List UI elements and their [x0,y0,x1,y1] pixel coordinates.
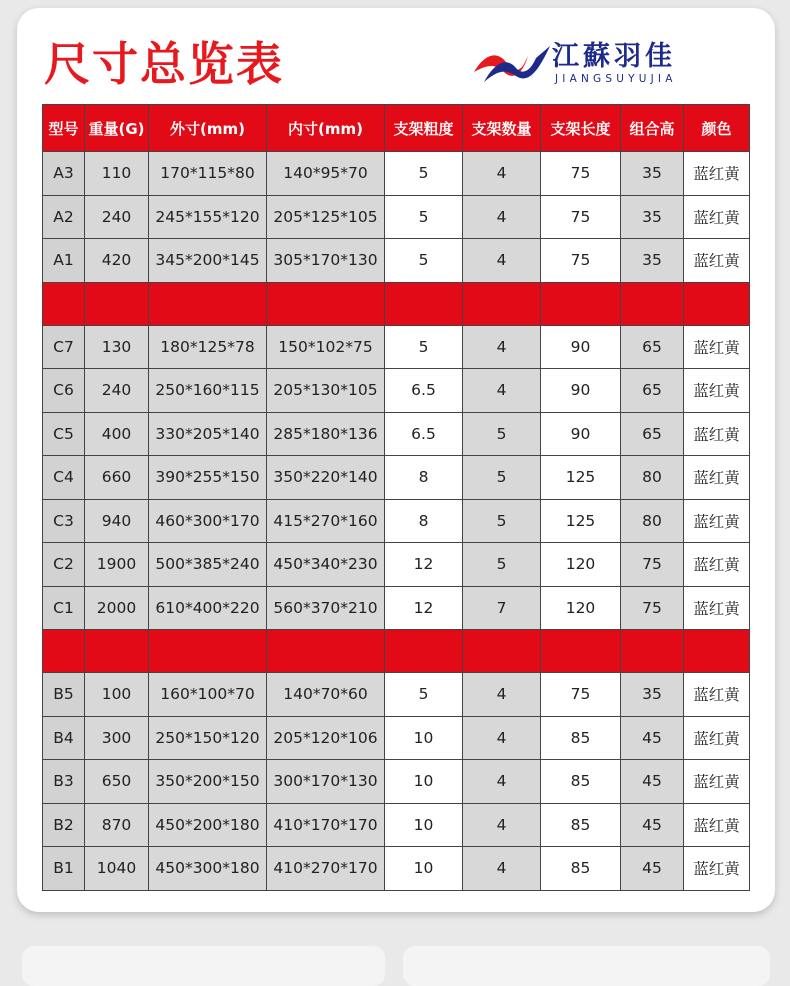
table-cell: 65 [621,325,684,369]
table-cell: 415*270*160 [267,499,385,543]
table-cell: 330*205*140 [149,412,267,456]
table-cell: 90 [541,325,621,369]
table-cell: 85 [541,760,621,804]
table-cell: 45 [621,760,684,804]
table-cell: 5 [385,239,463,283]
table-cell: 100 [85,673,149,717]
table-row [43,325,750,369]
table-cell: 4 [463,325,541,369]
table-cell: 240 [85,369,149,413]
table-cell: 蓝红黄 [684,586,750,630]
table-cell: 蓝红黄 [684,760,750,804]
bottom-card-left [22,946,385,986]
table-cell: 75 [621,586,684,630]
separator-cell [267,630,385,673]
table-cell: 75 [541,195,621,239]
table-cell: 蓝红黄 [684,456,750,500]
table-cell: 400 [85,412,149,456]
model-cell: C4 [43,456,85,500]
table-cell: 10 [385,803,463,847]
table-cell: 5 [385,195,463,239]
table-cell: 4 [463,369,541,413]
table-cell: 345*200*145 [149,239,267,283]
table-cell: 80 [621,499,684,543]
table-cell: 120 [541,543,621,587]
table-cell: 870 [85,803,149,847]
column-header: 重量(G) [85,105,149,152]
table-cell: 35 [621,673,684,717]
brand-logo [472,42,732,86]
table-cell: 35 [621,152,684,196]
table-cell: 410*170*170 [267,803,385,847]
column-header: 外寸(mm) [149,105,267,152]
model-cell: C7 [43,325,85,369]
table-cell: 300 [85,716,149,760]
separator-cell [684,282,750,325]
separator-cell [385,630,463,673]
table-cell: 250*160*115 [149,369,267,413]
table-cell: 35 [621,195,684,239]
table-cell: 8 [385,456,463,500]
table-cell: 6.5 [385,369,463,413]
column-header: 内寸(mm) [267,105,385,152]
model-cell: B2 [43,803,85,847]
model-cell: B5 [43,673,85,717]
model-cell: C1 [43,586,85,630]
table-cell: 4 [463,760,541,804]
table-cell: 610*400*220 [149,586,267,630]
table-cell: 12 [385,586,463,630]
table-cell: 560*370*210 [267,586,385,630]
table-cell: 205*130*105 [267,369,385,413]
table-cell: 4 [463,803,541,847]
model-cell: C2 [43,543,85,587]
table-cell: 蓝红黄 [684,803,750,847]
table-cell: 蓝红黄 [684,847,750,891]
table-cell: 90 [541,412,621,456]
table-cell: 12 [385,543,463,587]
table-cell: 蓝红黄 [684,325,750,369]
size-table [42,104,750,891]
table-cell: 450*200*180 [149,803,267,847]
table-row [43,673,750,717]
separator-cell [85,282,149,325]
separator-cell [621,630,684,673]
column-header: 型号 [43,105,85,152]
separator-cell [463,630,541,673]
table-row [43,586,750,630]
table-cell: 蓝红黄 [684,716,750,760]
table-cell: 7 [463,586,541,630]
table-cell: 10 [385,716,463,760]
table-row [43,716,750,760]
table-cell: 125 [541,456,621,500]
separator-cell [85,630,149,673]
brand-name-en: JIANGSUYUJIA [555,73,677,85]
table-cell: 4 [463,152,541,196]
separator-cell [149,630,267,673]
table-cell: 180*125*78 [149,325,267,369]
table-cell: 85 [541,847,621,891]
table-cell: 2000 [85,586,149,630]
table-cell: 305*170*130 [267,239,385,283]
table-cell: 10 [385,760,463,804]
table-cell: 5 [463,412,541,456]
bottom-card-right [403,946,770,986]
table-cell: 150*102*75 [267,325,385,369]
table-cell: 650 [85,760,149,804]
model-cell: B4 [43,716,85,760]
model-cell: C3 [43,499,85,543]
table-cell: 蓝红黄 [684,499,750,543]
table-row [43,543,750,587]
table-cell: 5 [463,456,541,500]
column-header: 支架粗度 [385,105,463,152]
table-row [43,456,750,500]
table-cell: 125 [541,499,621,543]
table-cell: 10 [385,847,463,891]
table-cell: 蓝红黄 [684,239,750,283]
table-cell: 170*115*80 [149,152,267,196]
table-cell: 240 [85,195,149,239]
table-cell: 45 [621,847,684,891]
table-cell: 1040 [85,847,149,891]
model-cell: C6 [43,369,85,413]
model-cell: C5 [43,412,85,456]
table-row [43,152,750,196]
table-cell: 蓝红黄 [684,673,750,717]
table-cell: 35 [621,239,684,283]
table-row [43,499,750,543]
table-cell: 蓝红黄 [684,195,750,239]
table-cell: 蓝红黄 [684,152,750,196]
table-body [43,152,750,891]
table-header-row [43,105,750,152]
table-row [43,803,750,847]
table-cell: 85 [541,803,621,847]
table-cell: 300*170*130 [267,760,385,804]
table-cell: 75 [541,239,621,283]
table-cell: 5 [385,325,463,369]
table-cell: 75 [621,543,684,587]
table-cell: 5 [385,673,463,717]
brand-name-cn: 江蘇羽佳 [552,41,676,72]
table-cell: 285*180*136 [267,412,385,456]
table-cell: 110 [85,152,149,196]
table-cell: 5 [463,543,541,587]
separator-cell [541,630,621,673]
table-cell: 500*385*240 [149,543,267,587]
table-cell: 65 [621,412,684,456]
table-cell: 4 [463,239,541,283]
table-cell: 205*125*105 [267,195,385,239]
column-header: 颜色 [684,105,750,152]
page-title: 尺寸总览表 [44,37,284,91]
separator-cell [684,630,750,673]
table-cell: 1900 [85,543,149,587]
table-row [43,195,750,239]
brand-wave-icon [472,42,552,86]
model-cell: A3 [43,152,85,196]
table-cell: 6.5 [385,412,463,456]
table-cell: 160*100*70 [149,673,267,717]
table-cell: 350*220*140 [267,456,385,500]
table-cell: 450*300*180 [149,847,267,891]
table-cell: 460*300*170 [149,499,267,543]
column-header: 组合高 [621,105,684,152]
table-cell: 4 [463,195,541,239]
table-cell: 80 [621,456,684,500]
separator-cell [149,282,267,325]
separator-cell [43,630,85,673]
table-cell: 130 [85,325,149,369]
table-cell: 390*255*150 [149,456,267,500]
table-row [43,760,750,804]
table-cell: 450*340*230 [267,543,385,587]
table-cell: 140*70*60 [267,673,385,717]
table-cell: 45 [621,716,684,760]
separator-cell [541,282,621,325]
table-cell: 65 [621,369,684,413]
table-cell: 蓝红黄 [684,369,750,413]
table-cell: 5 [385,152,463,196]
separator-cell [43,282,85,325]
table-cell: 350*200*150 [149,760,267,804]
table-cell: 蓝红黄 [684,543,750,587]
model-cell: A2 [43,195,85,239]
column-header: 支架长度 [541,105,621,152]
table-cell: 75 [541,673,621,717]
table-cell: 250*150*120 [149,716,267,760]
separator-cell [267,282,385,325]
group-separator-row [43,282,750,325]
table-row [43,412,750,456]
table-cell: 蓝红黄 [684,412,750,456]
table-cell: 245*155*120 [149,195,267,239]
separator-cell [621,282,684,325]
separator-cell [385,282,463,325]
table-cell: 660 [85,456,149,500]
table-cell: 8 [385,499,463,543]
table-cell: 410*270*170 [267,847,385,891]
table-cell: 90 [541,369,621,413]
table-cell: 75 [541,152,621,196]
table-row [43,369,750,413]
table-cell: 140*95*70 [267,152,385,196]
table-cell: 45 [621,803,684,847]
table-cell: 940 [85,499,149,543]
table-cell: 4 [463,847,541,891]
table-cell: 205*120*106 [267,716,385,760]
model-cell: B1 [43,847,85,891]
group-separator-row [43,630,750,673]
column-header: 支架数量 [463,105,541,152]
separator-cell [463,282,541,325]
table-cell: 4 [463,673,541,717]
table-row [43,239,750,283]
table-cell: 120 [541,586,621,630]
table-cell: 5 [463,499,541,543]
table-cell: 4 [463,716,541,760]
model-cell: A1 [43,239,85,283]
model-cell: B3 [43,760,85,804]
table-cell: 85 [541,716,621,760]
table-row [43,847,750,891]
table-cell: 420 [85,239,149,283]
